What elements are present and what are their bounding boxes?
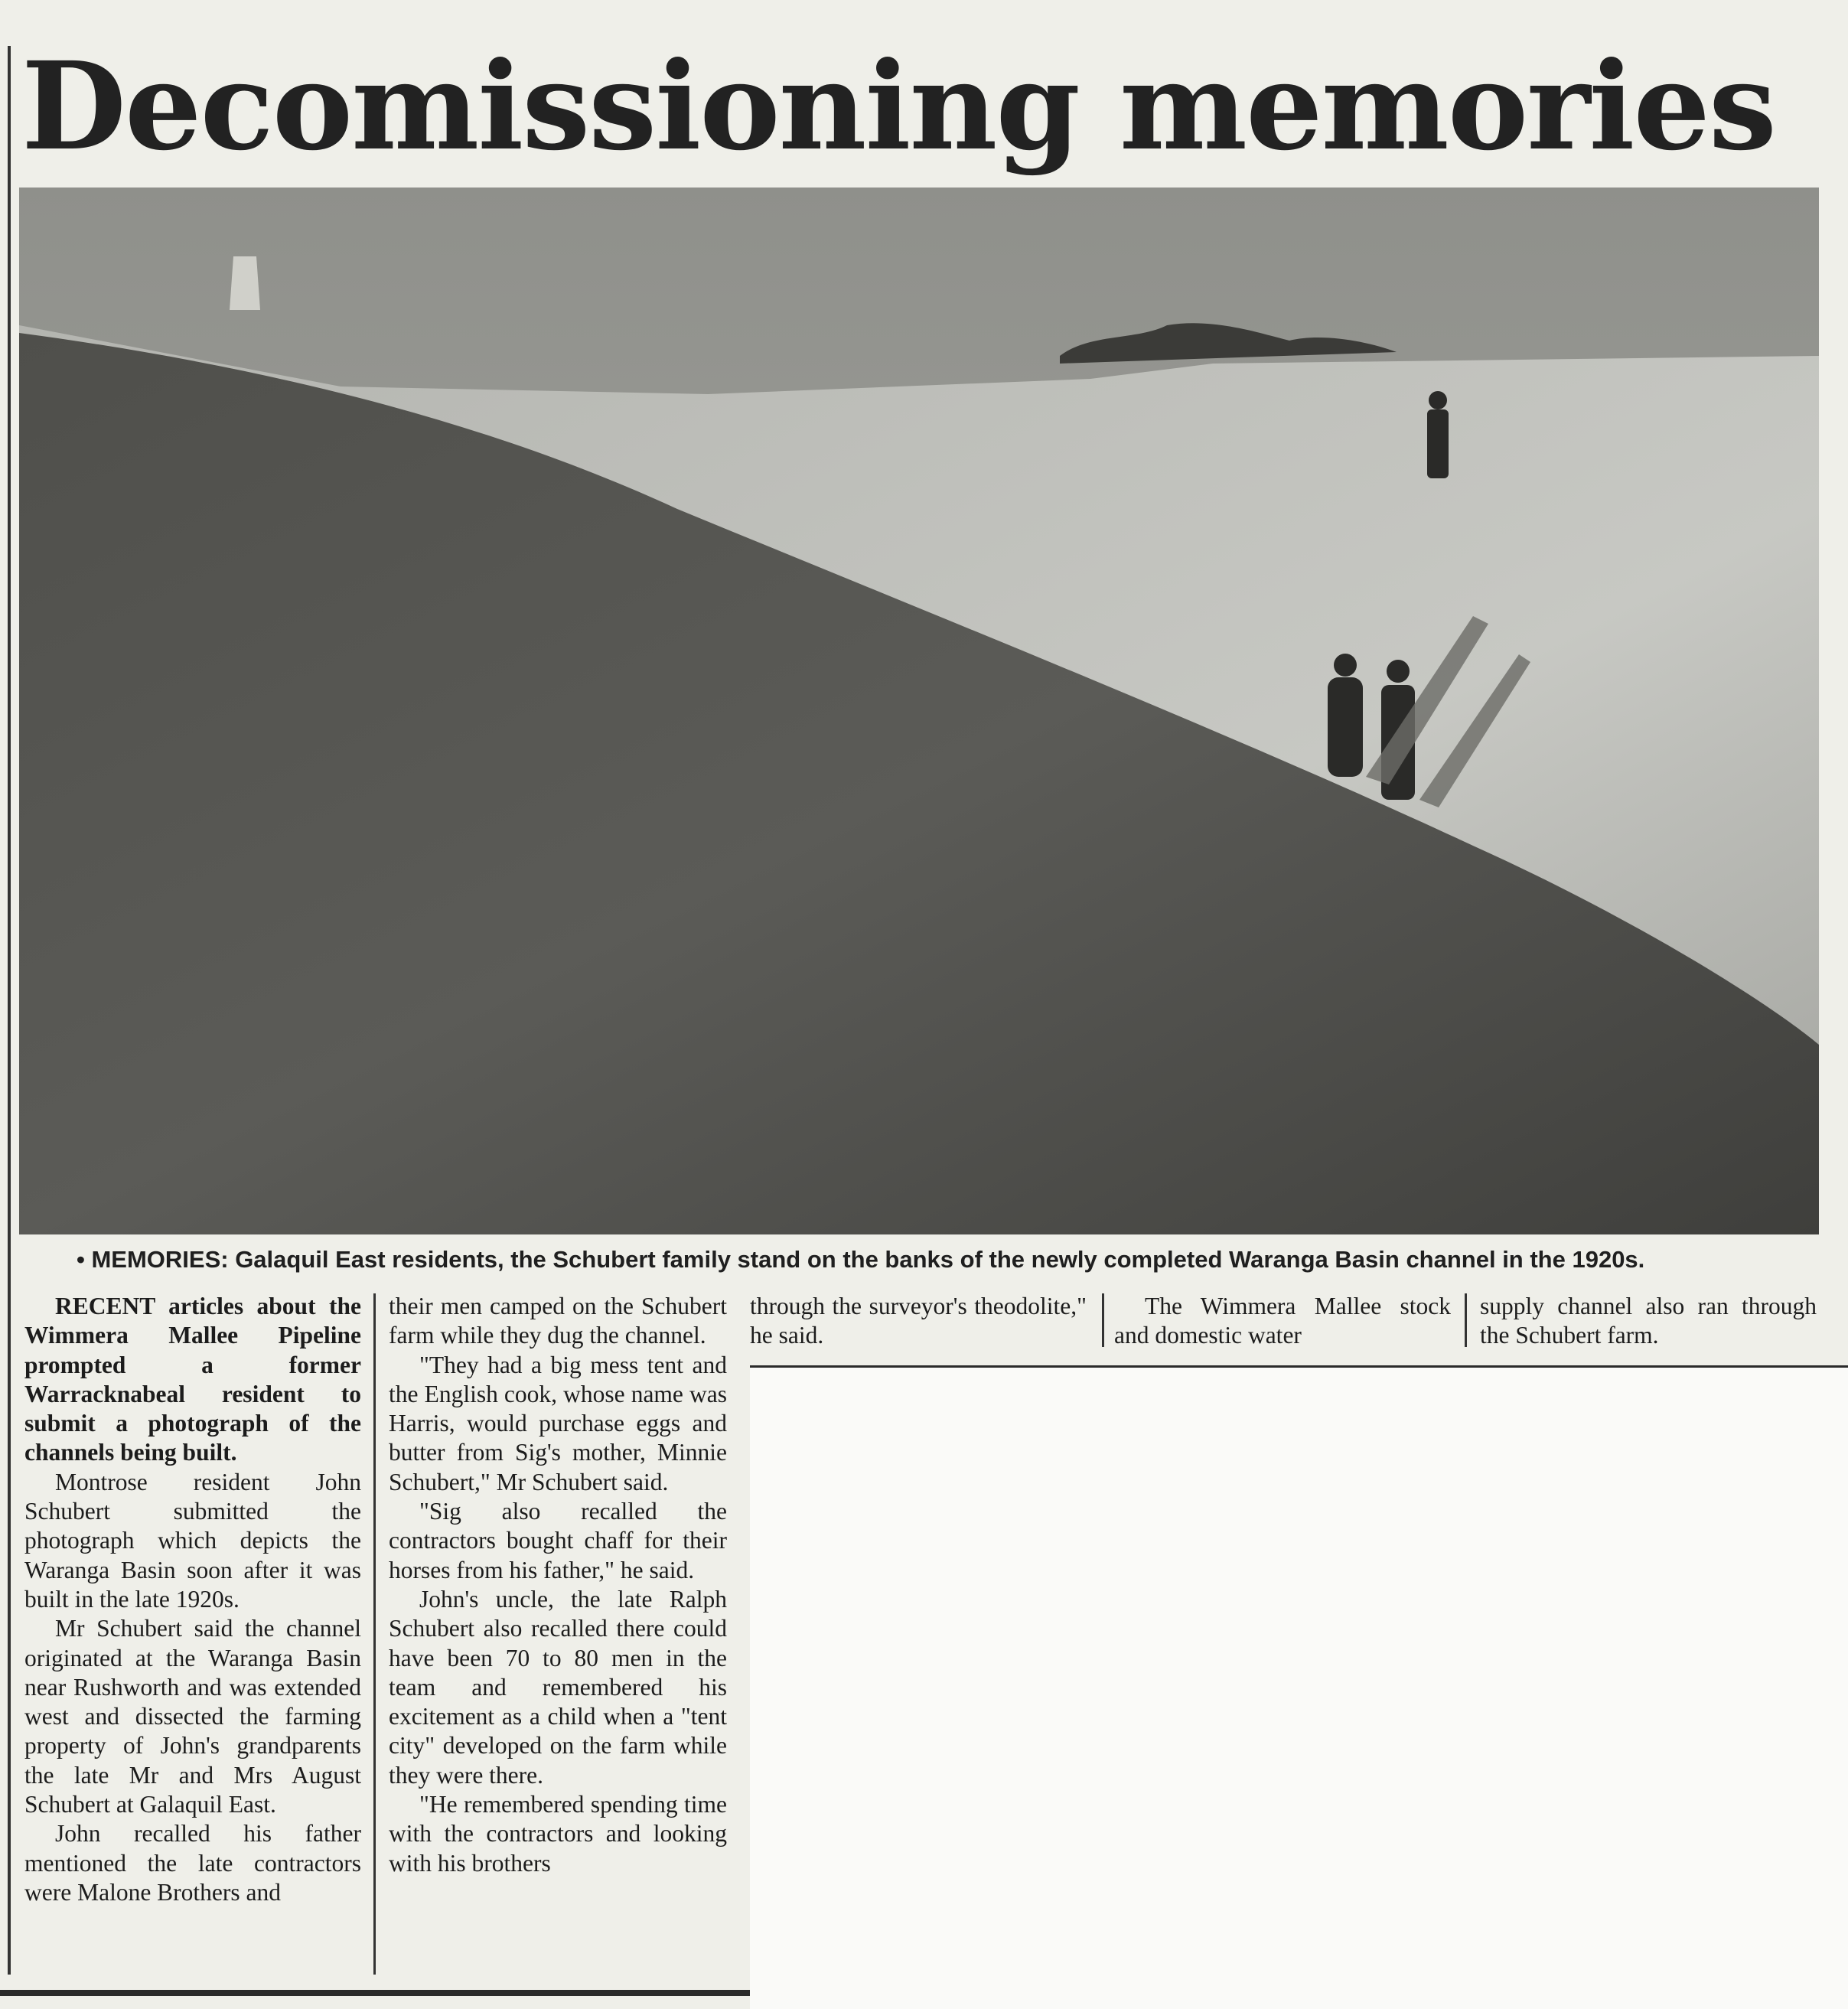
paragraph: through the surveyor's theodolite," he said. — [750, 1293, 1087, 1349]
paragraph: "He remembered spending time with the contractors and looking with his brothers — [389, 1791, 727, 1877]
article-column-2 — [389, 1292, 727, 1878]
paragraph: John recalled his father mentioned the late contractors were Malone Brothers and — [24, 1820, 361, 1906]
paragraph: "Sig also recalled the contractors bought chaff for their horses from his father," he said. — [389, 1498, 727, 1583]
article-photo — [19, 188, 1819, 1234]
article-column-4 — [1114, 1292, 1451, 1351]
article-column-3 — [750, 1292, 1087, 1351]
paragraph: Mr Schubert said the channel originated at the Waranga Basin near Rushworth and was extended west and dissected the farming property of John's grandparents the late Mr and Mrs August Schubert at Galaquil East. — [24, 1615, 361, 1818]
column-rule — [1102, 1293, 1104, 1347]
column-rule — [373, 1293, 376, 1975]
paragraph: The Wimmera Mallee stock and domestic water — [1114, 1293, 1451, 1349]
clipping-bottom-border — [0, 1990, 750, 1996]
article-column-1 — [24, 1292, 361, 1907]
paragraph: "They had a big mess tent and the English cook, whose name was Harris, would purchase eggs and butter from Sig's mother, Minnie Schubert," Mr Schubert said. — [389, 1351, 727, 1495]
photo-caption: • MEMORIES: Galaquil East residents, the Schubert family stand on the banks of the newly completed Waranga Basin channel in the 1920s. — [77, 1246, 1645, 1273]
column-rule — [1465, 1293, 1467, 1347]
paragraph: Montrose resident John Schubert submitted the photograph which depicts the Waranga Basin soon after it was built in the late 1920s. — [24, 1468, 361, 1613]
photo-illustration — [19, 188, 1819, 1234]
lead-paragraph: RECENT articles about the Wimmera Mallee Pipeline prompted a former Warracknabeal resident to submit a photograph of the channels being built. — [24, 1293, 361, 1466]
paragraph: their men camped on the Schubert farm while they dug the channel. — [389, 1293, 727, 1349]
headline: Decomissioning memories — [21, 36, 1775, 178]
paragraph: John's uncle, the late Ralph Schubert also recalled there could have been 70 to 80 men in the team and remembered his excitement as a child when a "tent city" developed on the farm while they were there. — [389, 1585, 727, 1789]
clipping-cut-line — [750, 1365, 1848, 1368]
article-column-5 — [1480, 1292, 1817, 1351]
clipping-left-border — [8, 46, 11, 1975]
paragraph: supply channel also ran through the Schubert farm. — [1480, 1293, 1817, 1349]
